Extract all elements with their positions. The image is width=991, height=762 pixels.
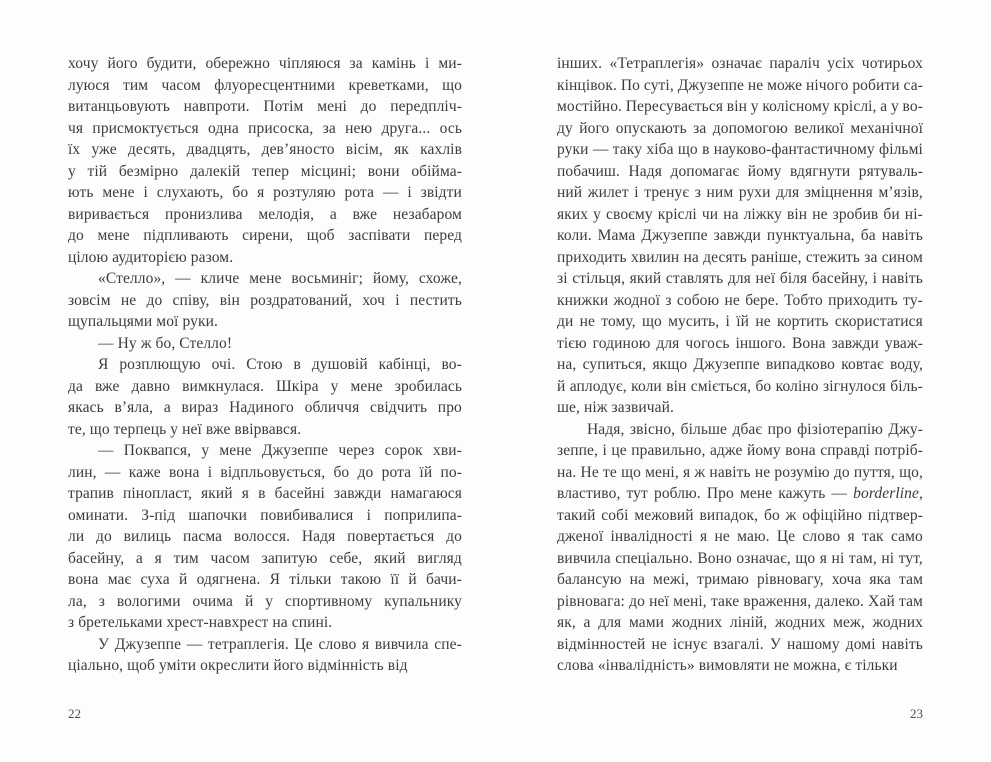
text-line: до мене підпливають сирени, щоб заспівати перед <box>68 227 462 244</box>
text-line: книжки жодної з собою не бере. Тобто приходить ту- <box>557 291 923 309</box>
text-line: цілою аудиторією разом. <box>68 248 234 266</box>
text-line: хочу його будити, обережно чіпляюся за камінь і ми- <box>68 55 462 72</box>
text-line: з бретельками хрест-навхрест на спині. <box>68 614 333 631</box>
text-line: й аплодує, коли він сміється, бо коліно зігнулося біль- <box>557 377 923 395</box>
text-line: ду його опускають за допомогою великої механічної <box>557 119 923 137</box>
text-line: приходить хвилин на десять раніше, стежить за сином <box>557 248 923 266</box>
text-line: луюся тим часом флуоресцентними креветками, що <box>68 76 462 94</box>
text-line: — Ну ж бо, Стелло! <box>98 334 233 352</box>
text-line: Надя, звісно, більше дбає про фізіотерапію Джу- <box>587 420 923 438</box>
text-line: лин, — каже вона і відпльовується, бо до рота їй по- <box>68 463 462 481</box>
text-line: яких у своєму кріслі чи на ліжку він не зробив би ні- <box>557 205 923 223</box>
text-line: «Стелло», — кличе мене восьминіг; йому, схоже, <box>98 270 462 287</box>
text-line: їх уже десять, двадцять, дев’яносто вісім, як кахлів <box>68 141 462 158</box>
text-line: властиво, тут роблю. Про мене кажуть — borderline, <box>557 485 923 502</box>
text-line: рівновага: до неї мені, таке враження, далеко. Хай там <box>557 592 923 610</box>
text-line: витанцьовують навпроти. Потім мені до передпліч- <box>68 98 462 115</box>
text-line: інших. «Тетраплегія» означає параліч усіх чотирьох <box>557 55 923 72</box>
text-line: зовсім не до співу, він роздратований, хоч і пестить <box>68 291 462 309</box>
page-left-text <box>68 53 462 677</box>
text-line: чя присмоктується одна присоска, за нею друга... ось <box>68 119 462 137</box>
text-line: ше, ніж зазвичай. <box>557 399 675 416</box>
text-line: ють мене і слухають, бо я розтуляю рота — і звідти <box>68 184 462 201</box>
text-line: у тій безмірно далекій тепер місцині; вони обійма- <box>68 162 462 180</box>
paragraph <box>557 53 923 419</box>
text-line: ціально, щоб уміти окреслити його відмінність від <box>68 657 408 674</box>
paragraph <box>557 419 923 677</box>
text-line: дженої інвалідності я не маю. Це слово я так само <box>557 528 923 545</box>
text-line: виривається пронизлива мелодія, а вже незабаром <box>68 205 462 223</box>
text-line: ди не тому, що мусить, і їй не кортить скористатися <box>557 313 923 330</box>
text-line: зі стільця, який ставлять для неї біля басейну, і навіть <box>557 270 923 287</box>
text-line: зеппе, і це правильно, адже йому вона справді потріб- <box>557 442 923 459</box>
text-line: Я розплющую очі. Стою в душовій кабінці, во- <box>98 356 462 373</box>
paragraph <box>68 634 462 677</box>
text-line: вивчила спеціально. Воно означає, що я ні там, ні тут, <box>557 549 923 567</box>
text-line: відмінностей не існує взагалі. У нашому домі навіть <box>557 635 923 653</box>
text-line: кінцівок. По суті, Джузеппе не може нічого робити са- <box>557 76 923 94</box>
paragraph <box>68 354 462 440</box>
text-line: щупальцями мої руки. <box>68 313 218 330</box>
text-line: ли до вилиць пасма волосся. Надя повертається до <box>68 528 462 545</box>
text-line: на. Не те що мені, я ж навіть не розумію до пуття, що, <box>557 463 923 481</box>
text-line: якась в’яла, а вираз Надиного обличчя свідчить про <box>68 399 462 416</box>
paragraph <box>68 440 462 634</box>
text-line: басейну, а я тим часом запитую себе, який вигляд <box>68 549 462 567</box>
text-line: ний жилет і тренує з ним рухи для зміцнення м’язів, <box>557 184 923 201</box>
text-line: трапив пінопласт, який я в басейні завжди намагаюся <box>68 485 462 502</box>
text-line: руки — таку хіба що в науково-фантастичному фільмі <box>557 141 923 158</box>
text-line: вона має суха й одягнена. Я тільки такою її й бачи- <box>68 571 462 588</box>
text-line: побачиш. Надя допомагає йому вдягнути рятуваль- <box>557 162 923 180</box>
paragraph <box>68 53 462 268</box>
text-line: ла, з вологими очима й у спортивному купальнику <box>68 592 462 610</box>
text-line: тією годиною для чогось іншого. Вона завжди уваж- <box>557 334 923 352</box>
text-line: У Джузеппе — тетраплегія. Це слово я вивчила спе- <box>98 635 462 653</box>
page-right-text <box>557 53 923 677</box>
text-line: оминати. З-під шапочки повибивалися і поприлипа- <box>68 506 462 524</box>
paragraph <box>68 268 462 333</box>
page-right <box>495 0 991 762</box>
text-line: балансую на межі, тримаю рівновагу, хоча яка там <box>557 571 923 588</box>
paragraph <box>68 333 462 355</box>
text-line: як, а для мами жодних ліній, жодних меж, жодних <box>557 614 923 631</box>
text-line: коли. Мама Джузеппе завжди пунктуальна, ба навіть <box>557 227 923 244</box>
text-line: такий собі межовий випадок, бо ж офіційно підтвер- <box>557 506 923 524</box>
text-line: на, супиться, якщо Джузеппе випадково ковтає воду, <box>557 356 923 373</box>
page-number-right: 23 <box>910 706 923 721</box>
text-line: те, що терпець у неї вже ввірвався. <box>68 420 302 438</box>
text-line: мостійно. Пересувається він у колісному кріслі, а у во- <box>557 98 923 115</box>
page-left <box>0 0 495 762</box>
text-line: — Поквапся, у мене Джузеппе через сорок хви- <box>98 442 462 459</box>
text-line: слова «інвалідність» вимовляти не можна, є тільки <box>557 657 898 674</box>
text-line: да вже давно вимкнулася. Шкіра у мене зробилась <box>68 377 462 395</box>
page-number-left: 22 <box>68 706 81 721</box>
